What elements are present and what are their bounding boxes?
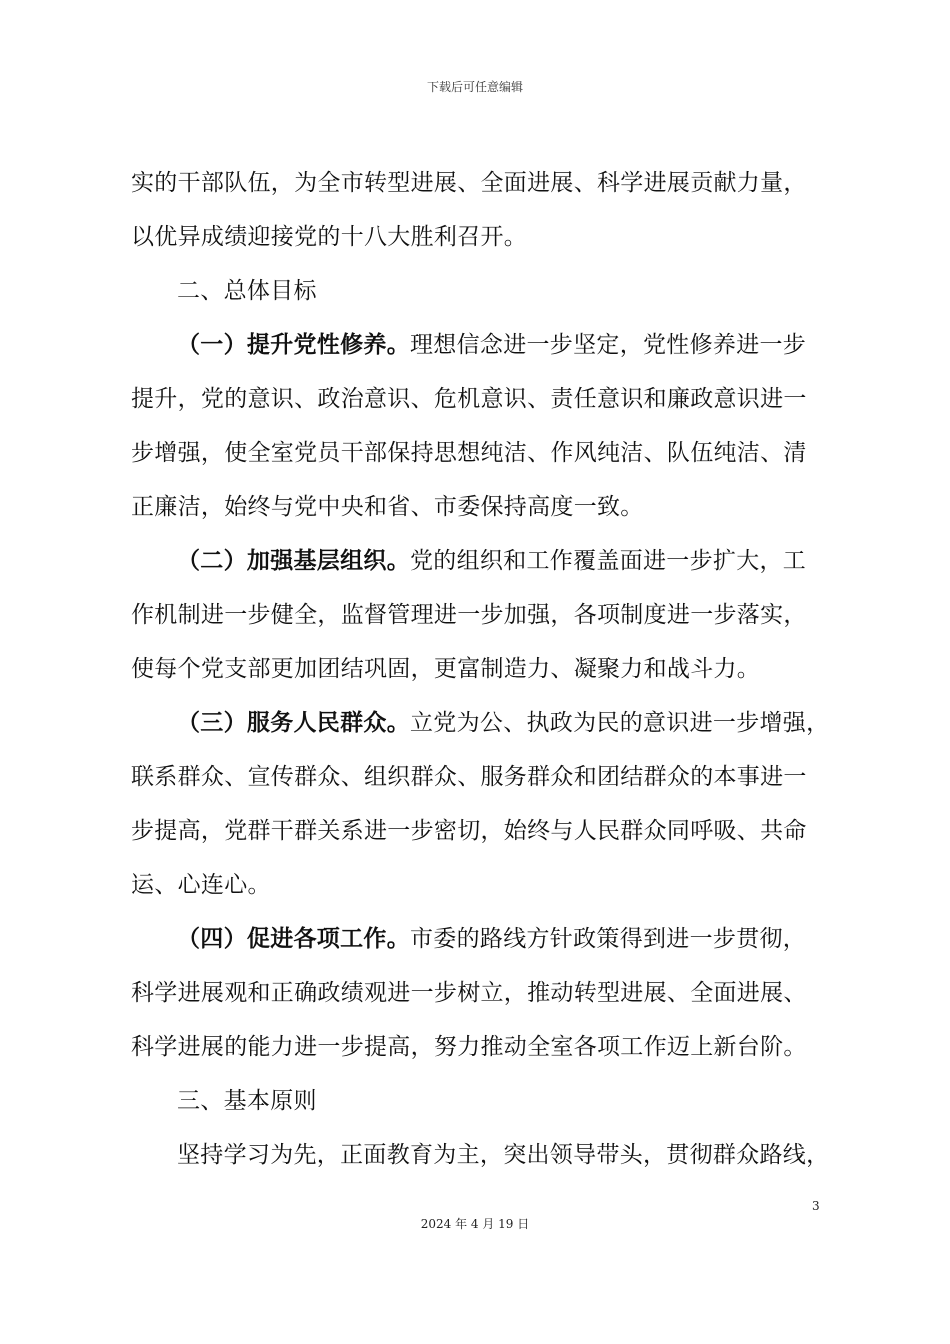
text-line-14: 运、心连心。 — [131, 872, 271, 898]
goal-3-line: （三）服务人民群众。立党为公、执政为民的意识进一步增强， — [177, 710, 830, 736]
text-line-2: 以优异成绩迎接党的十八大胜利召开。 — [131, 224, 528, 250]
text-line-19: 坚持学习为先，正面教育为主，突出领导带头，贯彻群众路线， — [177, 1142, 830, 1168]
text-line-12: 联系群众、宣传群众、组织群众、服务群众和团结群众的本事进一 — [131, 764, 807, 790]
text-line-6: 步增强，使全室党员干部保持思想纯洁、作风纯洁、队伍纯洁、清 — [131, 440, 807, 466]
text-line-16: 科学进展观和正确政绩观进一步树立，推动转型进展、全面进展、 — [131, 980, 807, 1006]
goal-4-line: （四）促进各项工作。市委的路线方针政策得到进一步贯彻， — [177, 926, 807, 952]
text-line-17: 科学进展的能力进一步提高，努力推动全室各项工作迈上新台阶。 — [131, 1034, 807, 1060]
page-header: 下载后可任意编辑 — [426, 80, 523, 94]
page-number: 3 — [812, 1199, 820, 1213]
goal-1-title: （一）提升党性修养。 — [177, 332, 410, 358]
text-line-9: 作机制进一步健全，监督管理进一步加强，各项制度进一步落实， — [131, 602, 807, 628]
text-line-7: 正廉洁，始终与党中央和省、市委保持高度一致。 — [131, 494, 644, 520]
text-line-13: 步提高，党群干群关系进一步密切，始终与人民群众同呼吸、共命 — [131, 818, 807, 844]
goal-3-title: （三）服务人民群众。 — [177, 710, 410, 736]
goal-4-title: （四）促进各项工作。 — [177, 926, 410, 952]
text-line-1: 实的干部队伍，为全市转型进展、全面进展、科学进展贡献力量， — [131, 170, 807, 196]
text-line-10: 使每个党支部更加团结巩固，更富制造力、凝聚力和战斗力。 — [131, 656, 761, 682]
section-heading-principles: 三、基本原则 — [177, 1088, 317, 1114]
document-body — [131, 156, 831, 1182]
goal-2-title: （二）加强基层组织。 — [177, 548, 410, 574]
section-heading-goals: 二、总体目标 — [177, 278, 317, 304]
goal-1-line: （一）提升党性修养。理想信念进一步坚定，党性修养进一步 — [177, 332, 807, 358]
goal-2-line: （二）加强基层组织。党的组织和工作覆盖面进一步扩大，工 — [177, 548, 807, 574]
footer-date: 2024 年 4 月 19 日 — [420, 1217, 530, 1231]
text-line-5: 提升，党的意识、政治意识、危机意识、责任意识和廉政意识进一 — [131, 386, 807, 412]
